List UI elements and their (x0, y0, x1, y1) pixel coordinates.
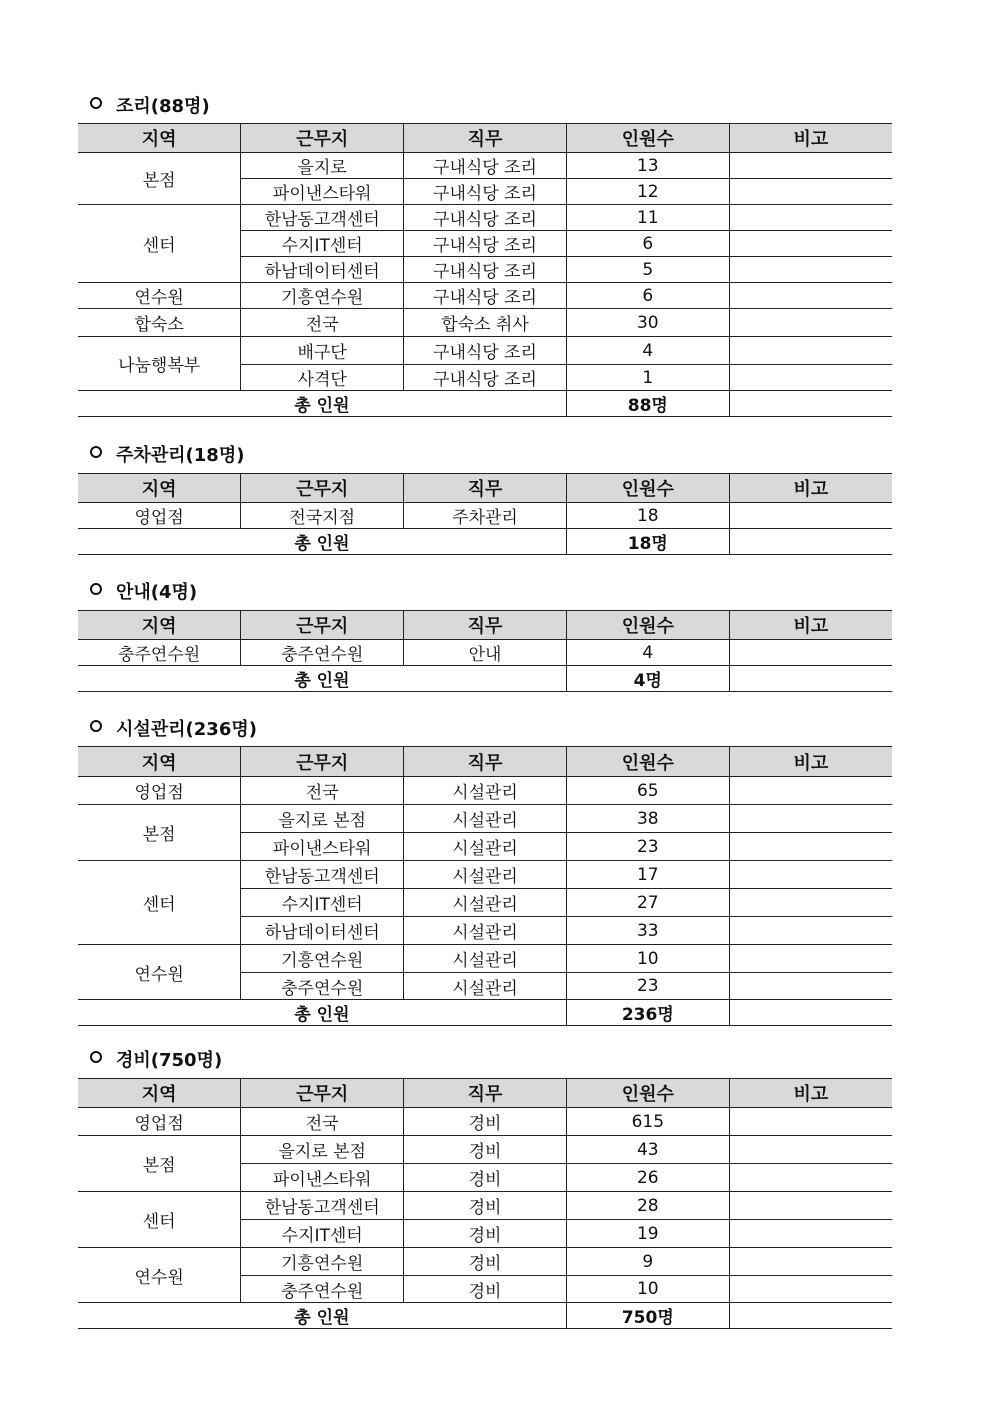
region-cell: 연수원 (78, 945, 241, 1000)
section-title-text: 안내(4명) (116, 582, 198, 603)
count-cell: 26 (566, 1164, 729, 1192)
note-cell (729, 889, 892, 917)
section-title-text: 조리(88명) (116, 96, 210, 117)
workplace-cell: 수지IT센터 (241, 1220, 404, 1248)
note-cell (729, 1136, 892, 1164)
duty-cell: 경비 (404, 1136, 567, 1164)
workplace-cell: 전국 (241, 777, 404, 805)
bullet-icon (90, 583, 102, 595)
section-title (90, 1046, 222, 1072)
note-cell (729, 205, 892, 231)
region-cell: 본점 (78, 1136, 241, 1192)
header-row (78, 1079, 892, 1108)
table-row (78, 1136, 892, 1164)
table-row (78, 153, 892, 179)
note-cell (729, 1276, 892, 1303)
staff-table (78, 746, 892, 1026)
count-cell: 615 (566, 1108, 729, 1136)
total-note-cell (729, 1000, 892, 1026)
table-row (78, 777, 892, 805)
total-row (78, 529, 892, 555)
count-cell: 19 (566, 1220, 729, 1248)
table-row (78, 1192, 892, 1220)
duty-cell: 시설관리 (404, 777, 567, 805)
total-count: 18명 (566, 529, 729, 555)
count-cell: 13 (566, 153, 729, 179)
total-label: 총 인원 (78, 1303, 566, 1329)
table-row (78, 640, 892, 666)
note-cell (729, 777, 892, 805)
note-cell (729, 337, 892, 365)
duty-cell: 시설관리 (404, 945, 567, 973)
workplace-cell: 하남데이터센터 (241, 917, 404, 945)
workplace-cell: 기흥연수원 (241, 283, 404, 309)
count-cell: 12 (566, 179, 729, 205)
total-row (78, 1000, 892, 1026)
region-cell: 연수원 (78, 1248, 241, 1303)
total-count: 750명 (566, 1303, 729, 1329)
table-row (78, 945, 892, 973)
count-cell: 43 (566, 1136, 729, 1164)
count-cell: 28 (566, 1192, 729, 1220)
header-row (78, 611, 892, 640)
workplace-cell: 수지IT센터 (241, 889, 404, 917)
count-cell: 23 (566, 973, 729, 1000)
header-row (78, 747, 892, 777)
column-header: 비고 (729, 611, 892, 640)
column-header: 인원수 (566, 747, 729, 777)
workplace-cell: 기흥연수원 (241, 945, 404, 973)
note-cell (729, 365, 892, 391)
count-cell: 65 (566, 777, 729, 805)
region-cell: 나눔행복부 (78, 337, 241, 391)
duty-cell: 경비 (404, 1192, 567, 1220)
note-cell (729, 945, 892, 973)
table-row (78, 503, 892, 529)
column-header: 근무지 (241, 611, 404, 640)
column-header: 지역 (78, 611, 241, 640)
workplace-cell: 기흥연수원 (241, 1248, 404, 1276)
table-row (78, 337, 892, 365)
column-header: 직무 (404, 124, 567, 153)
note-cell (729, 231, 892, 257)
table-row (78, 205, 892, 231)
region-cell: 센터 (78, 861, 241, 945)
count-cell: 17 (566, 861, 729, 889)
duty-cell: 구내식당 조리 (404, 257, 567, 283)
header-row (78, 474, 892, 503)
staff-table (78, 123, 892, 417)
column-header: 지역 (78, 474, 241, 503)
count-cell: 23 (566, 833, 729, 861)
region-cell: 합숙소 (78, 309, 241, 337)
section-title-text: 주차관리(18명) (116, 445, 245, 466)
duty-cell: 경비 (404, 1248, 567, 1276)
column-header: 인원수 (566, 124, 729, 153)
workplace-cell: 한남동고객센터 (241, 205, 404, 231)
column-header: 인원수 (566, 611, 729, 640)
column-header: 비고 (729, 474, 892, 503)
duty-cell: 시설관리 (404, 833, 567, 861)
workplace-cell: 배구단 (241, 337, 404, 365)
section-title (90, 441, 244, 467)
duty-cell: 주차관리 (404, 503, 567, 529)
total-row (78, 391, 892, 417)
column-header: 직무 (404, 611, 567, 640)
total-count: 4명 (566, 666, 729, 692)
region-cell: 연수원 (78, 283, 241, 309)
column-header: 인원수 (566, 474, 729, 503)
workplace-cell: 전국 (241, 309, 404, 337)
total-note-cell (729, 666, 892, 692)
duty-cell: 시설관리 (404, 805, 567, 833)
workplace-cell: 충주연수원 (241, 640, 404, 666)
note-cell (729, 861, 892, 889)
count-cell: 10 (566, 1276, 729, 1303)
region-cell: 영업점 (78, 503, 241, 529)
total-row (78, 1303, 892, 1329)
column-header: 직무 (404, 1079, 567, 1108)
column-header: 직무 (404, 474, 567, 503)
duty-cell: 경비 (404, 1220, 567, 1248)
region-cell: 충주연수원 (78, 640, 241, 666)
column-header: 지역 (78, 124, 241, 153)
note-cell (729, 1108, 892, 1136)
table-row (78, 861, 892, 889)
region-cell: 본점 (78, 153, 241, 205)
duty-cell: 구내식당 조리 (404, 231, 567, 257)
note-cell (729, 257, 892, 283)
staff-table (78, 473, 892, 555)
section-title (90, 715, 257, 741)
column-header: 직무 (404, 747, 567, 777)
note-cell (729, 1248, 892, 1276)
table-row (78, 1108, 892, 1136)
duty-cell: 경비 (404, 1108, 567, 1136)
section-title (90, 92, 210, 118)
count-cell: 9 (566, 1248, 729, 1276)
staff-table (78, 610, 892, 692)
column-header: 근무지 (241, 124, 404, 153)
note-cell (729, 179, 892, 205)
duty-cell: 합숙소 취사 (404, 309, 567, 337)
workplace-cell: 파이낸스타워 (241, 179, 404, 205)
total-note-cell (729, 1303, 892, 1329)
total-label: 총 인원 (78, 1000, 566, 1026)
workplace-cell: 전국지점 (241, 503, 404, 529)
workplace-cell: 을지로 (241, 153, 404, 179)
workplace-cell: 파이낸스타워 (241, 1164, 404, 1192)
note-cell (729, 1192, 892, 1220)
total-count: 236명 (566, 1000, 729, 1026)
workplace-cell: 파이낸스타워 (241, 833, 404, 861)
duty-cell: 시설관리 (404, 973, 567, 1000)
bullet-icon (90, 1051, 102, 1063)
region-cell: 센터 (78, 1192, 241, 1248)
column-header: 비고 (729, 1079, 892, 1108)
table-row (78, 309, 892, 337)
bullet-icon (90, 97, 102, 109)
region-cell: 영업점 (78, 1108, 241, 1136)
total-label: 총 인원 (78, 529, 566, 555)
duty-cell: 시설관리 (404, 917, 567, 945)
column-header: 비고 (729, 124, 892, 153)
count-cell: 33 (566, 917, 729, 945)
column-header: 근무지 (241, 747, 404, 777)
duty-cell: 시설관리 (404, 889, 567, 917)
column-header: 인원수 (566, 1079, 729, 1108)
total-label: 총 인원 (78, 391, 566, 417)
duty-cell: 구내식당 조리 (404, 205, 567, 231)
column-header: 지역 (78, 747, 241, 777)
region-cell: 본점 (78, 805, 241, 861)
header-row (78, 124, 892, 153)
count-cell: 5 (566, 257, 729, 283)
section-title-text: 시설관리(236명) (116, 719, 257, 740)
workplace-cell: 한남동고객센터 (241, 1192, 404, 1220)
count-cell: 18 (566, 503, 729, 529)
count-cell: 10 (566, 945, 729, 973)
note-cell (729, 503, 892, 529)
count-cell: 6 (566, 231, 729, 257)
total-label: 총 인원 (78, 666, 566, 692)
workplace-cell: 한남동고객센터 (241, 861, 404, 889)
table-row (78, 283, 892, 309)
bullet-icon (90, 446, 102, 458)
note-cell (729, 153, 892, 179)
duty-cell: 경비 (404, 1276, 567, 1303)
duty-cell: 경비 (404, 1164, 567, 1192)
section-title-text: 경비(750명) (116, 1050, 223, 1071)
total-count: 88명 (566, 391, 729, 417)
duty-cell: 구내식당 조리 (404, 365, 567, 391)
column-header: 지역 (78, 1079, 241, 1108)
workplace-cell: 충주연수원 (241, 1276, 404, 1303)
column-header: 근무지 (241, 1079, 404, 1108)
total-row (78, 666, 892, 692)
total-note-cell (729, 391, 892, 417)
workplace-cell: 사격단 (241, 365, 404, 391)
note-cell (729, 640, 892, 666)
note-cell (729, 283, 892, 309)
duty-cell: 구내식당 조리 (404, 283, 567, 309)
note-cell (729, 309, 892, 337)
note-cell (729, 917, 892, 945)
count-cell: 11 (566, 205, 729, 231)
count-cell: 38 (566, 805, 729, 833)
duty-cell: 구내식당 조리 (404, 153, 567, 179)
count-cell: 4 (566, 337, 729, 365)
workplace-cell: 을지로 본점 (241, 1136, 404, 1164)
bullet-icon (90, 720, 102, 732)
column-header: 비고 (729, 747, 892, 777)
count-cell: 1 (566, 365, 729, 391)
duty-cell: 시설관리 (404, 861, 567, 889)
note-cell (729, 973, 892, 1000)
note-cell (729, 833, 892, 861)
count-cell: 27 (566, 889, 729, 917)
staff-table (78, 1078, 892, 1329)
workplace-cell: 을지로 본점 (241, 805, 404, 833)
workplace-cell: 하남데이터센터 (241, 257, 404, 283)
table-row (78, 1248, 892, 1276)
duty-cell: 구내식당 조리 (404, 337, 567, 365)
column-header: 근무지 (241, 474, 404, 503)
region-cell: 센터 (78, 205, 241, 283)
count-cell: 4 (566, 640, 729, 666)
workplace-cell: 전국 (241, 1108, 404, 1136)
section-title (90, 578, 197, 604)
table-row (78, 805, 892, 833)
note-cell (729, 1164, 892, 1192)
count-cell: 30 (566, 309, 729, 337)
note-cell (729, 1220, 892, 1248)
region-cell: 영업점 (78, 777, 241, 805)
duty-cell: 구내식당 조리 (404, 179, 567, 205)
duty-cell: 안내 (404, 640, 567, 666)
total-note-cell (729, 529, 892, 555)
note-cell (729, 805, 892, 833)
workplace-cell: 충주연수원 (241, 973, 404, 1000)
count-cell: 6 (566, 283, 729, 309)
workplace-cell: 수지IT센터 (241, 231, 404, 257)
